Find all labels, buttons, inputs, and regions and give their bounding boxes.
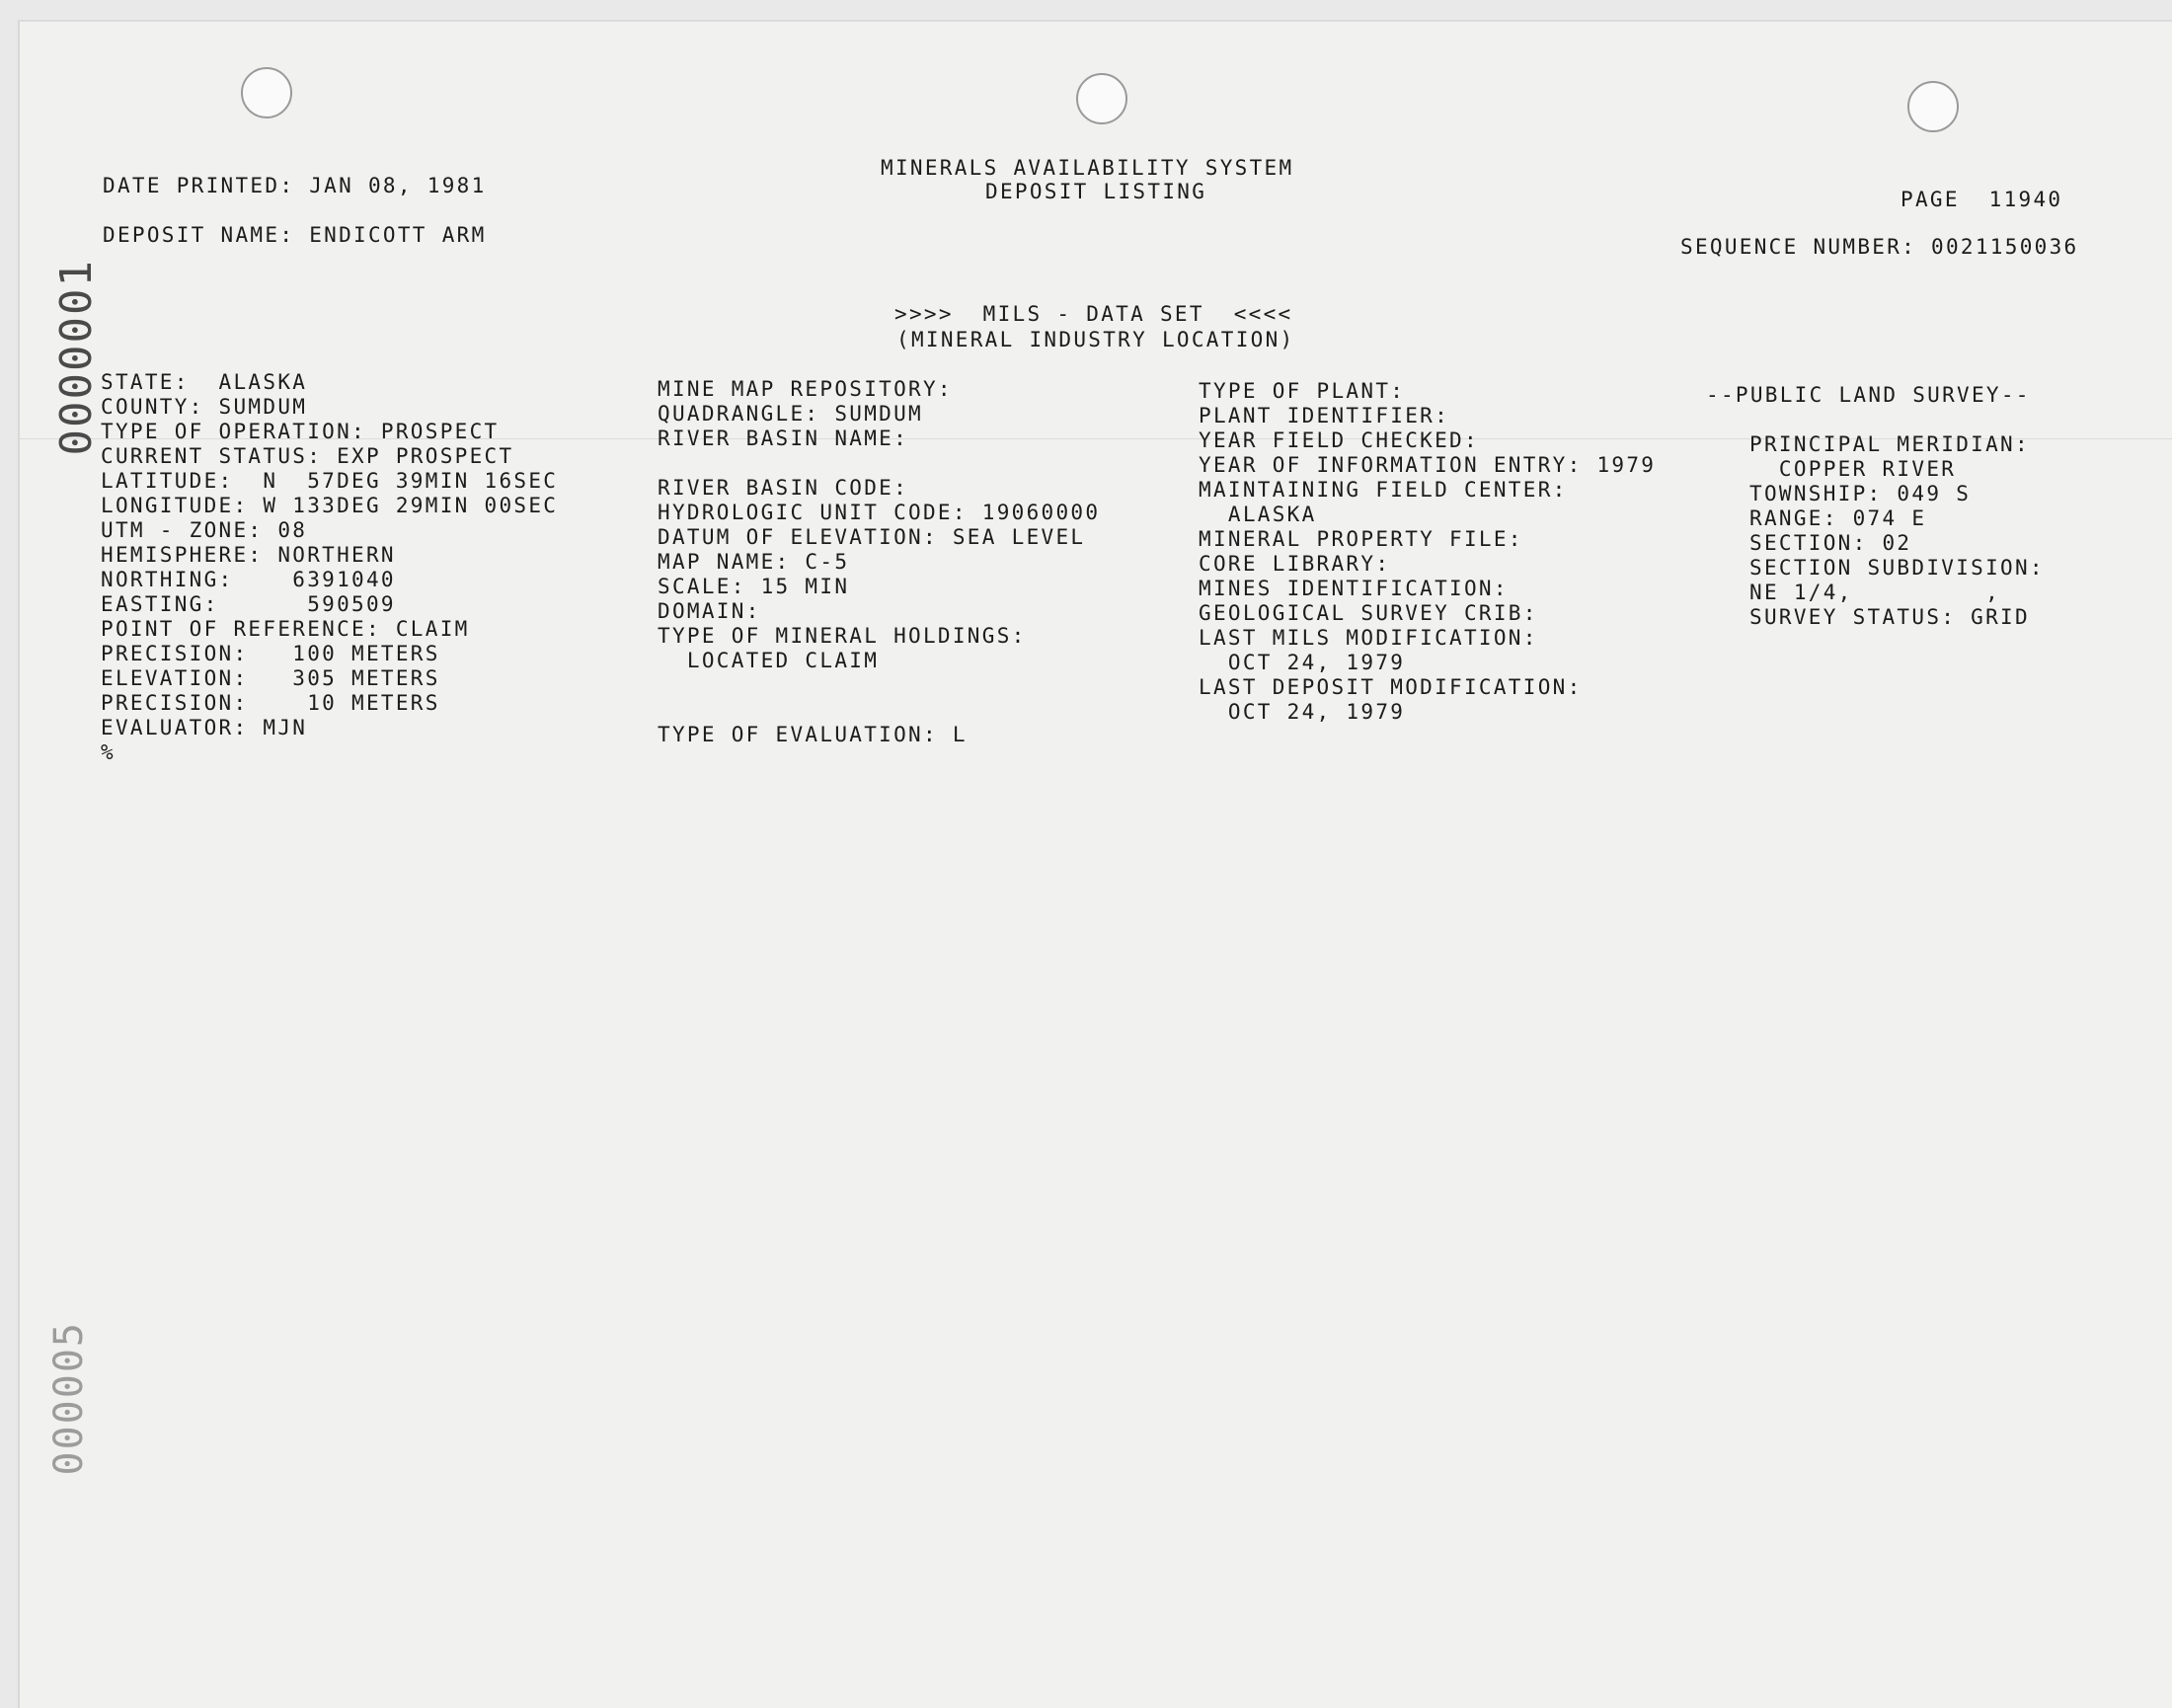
- field-line: CURRENT STATUS: EXP PROSPECT: [101, 444, 514, 468]
- system-title: MINERALS AVAILABILITY SYSTEM: [881, 156, 1294, 180]
- plant-column: [1199, 379, 1656, 725]
- printout-sheet: [18, 20, 2172, 1708]
- field-line: RIVER BASIN NAME:: [658, 427, 909, 450]
- field-line: ALASKA: [1199, 503, 1317, 526]
- field-line: LOCATED CLAIM: [658, 649, 880, 672]
- field-line: TOWNSHIP: 049 S: [1749, 482, 1972, 505]
- spacer: [658, 673, 1100, 698]
- punch-hole-right: [1907, 81, 1959, 132]
- date-printed: DATE PRINTED: JAN 08, 1981: [103, 174, 487, 197]
- field-line: RANGE: 074 E: [1749, 506, 1927, 530]
- field-line: CORE LIBRARY:: [1199, 552, 1391, 576]
- field-line: NORTHING: 6391040: [101, 568, 396, 591]
- field-line: COPPER RIVER: [1749, 457, 1957, 481]
- sequence-number: SEQUENCE NUMBER: 0021150036: [1680, 235, 2079, 259]
- field-line: SECTION: 02: [1749, 531, 1912, 555]
- field-line: SURVEY STATUS: GRID: [1749, 605, 2030, 629]
- page-number: PAGE 11940: [1900, 188, 2063, 211]
- field-line: OCT 24, 1979: [1199, 651, 1406, 674]
- field-line: TYPE OF MINERAL HOLDINGS:: [658, 624, 1027, 648]
- field-line: NE 1/4, ,: [1749, 581, 2001, 604]
- system-subtitle: DEPOSIT LISTING: [985, 180, 1207, 203]
- punch-hole-left: [241, 67, 292, 118]
- field-line: SECTION SUBDIVISION:: [1749, 556, 2045, 580]
- field-line: SCALE: 15 MIN: [658, 575, 850, 598]
- field-line: ELEVATION: 305 METERS: [101, 666, 440, 690]
- field-line: MAP NAME: C-5: [658, 550, 850, 574]
- field-line: LAST MILS MODIFICATION:: [1199, 626, 1538, 650]
- field-line: RIVER BASIN CODE:: [658, 476, 909, 500]
- data-set-title: >>>> MILS - DATA SET <<<<: [894, 302, 1293, 326]
- field-line: YEAR OF INFORMATION ENTRY: 1979: [1199, 453, 1657, 477]
- field-line: MINES IDENTIFICATION:: [1199, 577, 1509, 600]
- field-line: PLANT IDENTIFIER:: [1199, 404, 1450, 427]
- field-line: PRECISION: 100 METERS: [101, 642, 440, 665]
- field-line: HYDROLOGIC UNIT CODE: 19060000: [658, 501, 1101, 524]
- data-set-subtitle: (MINERAL INDUSTRY LOCATION): [896, 328, 1295, 351]
- field-line: OCT 24, 1979: [1199, 700, 1406, 724]
- survey-column: [1749, 432, 2045, 630]
- field-line: UTM - ZONE: 08: [101, 518, 308, 542]
- field-line: HEMISPHERE: NORTHERN: [101, 543, 396, 567]
- field-line: TYPE OF OPERATION: PROSPECT: [101, 420, 500, 443]
- field-line: LATITUDE: N 57DEG 39MIN 16SEC: [101, 469, 559, 493]
- spacer: [658, 698, 1100, 723]
- location-column: [101, 370, 558, 765]
- field-line: MINERAL PROPERTY FILE:: [1199, 527, 1523, 551]
- field-line: MAINTAINING FIELD CENTER:: [1199, 478, 1568, 502]
- field-line: POINT OF REFERENCE: CLAIM: [101, 617, 470, 641]
- field-line: PRECISION: 10 METERS: [101, 691, 440, 715]
- type-of-evaluation: TYPE OF EVALUATION: L: [658, 723, 968, 746]
- field-line: YEAR FIELD CHECKED:: [1199, 428, 1479, 452]
- field-line: PRINCIPAL MERIDIAN:: [1749, 432, 2030, 456]
- field-line: COUNTY: SUMDUM: [101, 395, 308, 419]
- field-line: STATE: ALASKA: [101, 370, 308, 394]
- field-line: QUADRANGLE: SUMDUM: [658, 402, 923, 426]
- spacer: [658, 451, 1100, 476]
- field-line: GEOLOGICAL SURVEY CRIB:: [1199, 601, 1538, 625]
- field-line: LAST DEPOSIT MODIFICATION:: [1199, 675, 1583, 699]
- film-frame-mark-bottom: 000005: [46, 1321, 92, 1476]
- film-frame-mark-top: 0000001: [51, 259, 102, 456]
- field-line: MINE MAP REPOSITORY:: [658, 377, 953, 401]
- field-line: EVALUATOR: MJN: [101, 716, 308, 739]
- field-line: LONGITUDE: W 133DEG 29MIN 00SEC: [101, 494, 559, 517]
- field-line: DOMAIN:: [658, 599, 761, 623]
- field-line: EASTING: 590509: [101, 592, 396, 616]
- field-line: %: [101, 740, 116, 764]
- map-column: [658, 377, 1100, 747]
- punch-hole-center: [1076, 73, 1127, 124]
- public-land-survey-heading: --PUBLIC LAND SURVEY--: [1706, 383, 2031, 407]
- deposit-name: DEPOSIT NAME: ENDICOTT ARM: [103, 223, 487, 247]
- field-line: DATUM OF ELEVATION: SEA LEVEL: [658, 525, 1086, 549]
- field-line: TYPE OF PLANT:: [1199, 379, 1406, 403]
